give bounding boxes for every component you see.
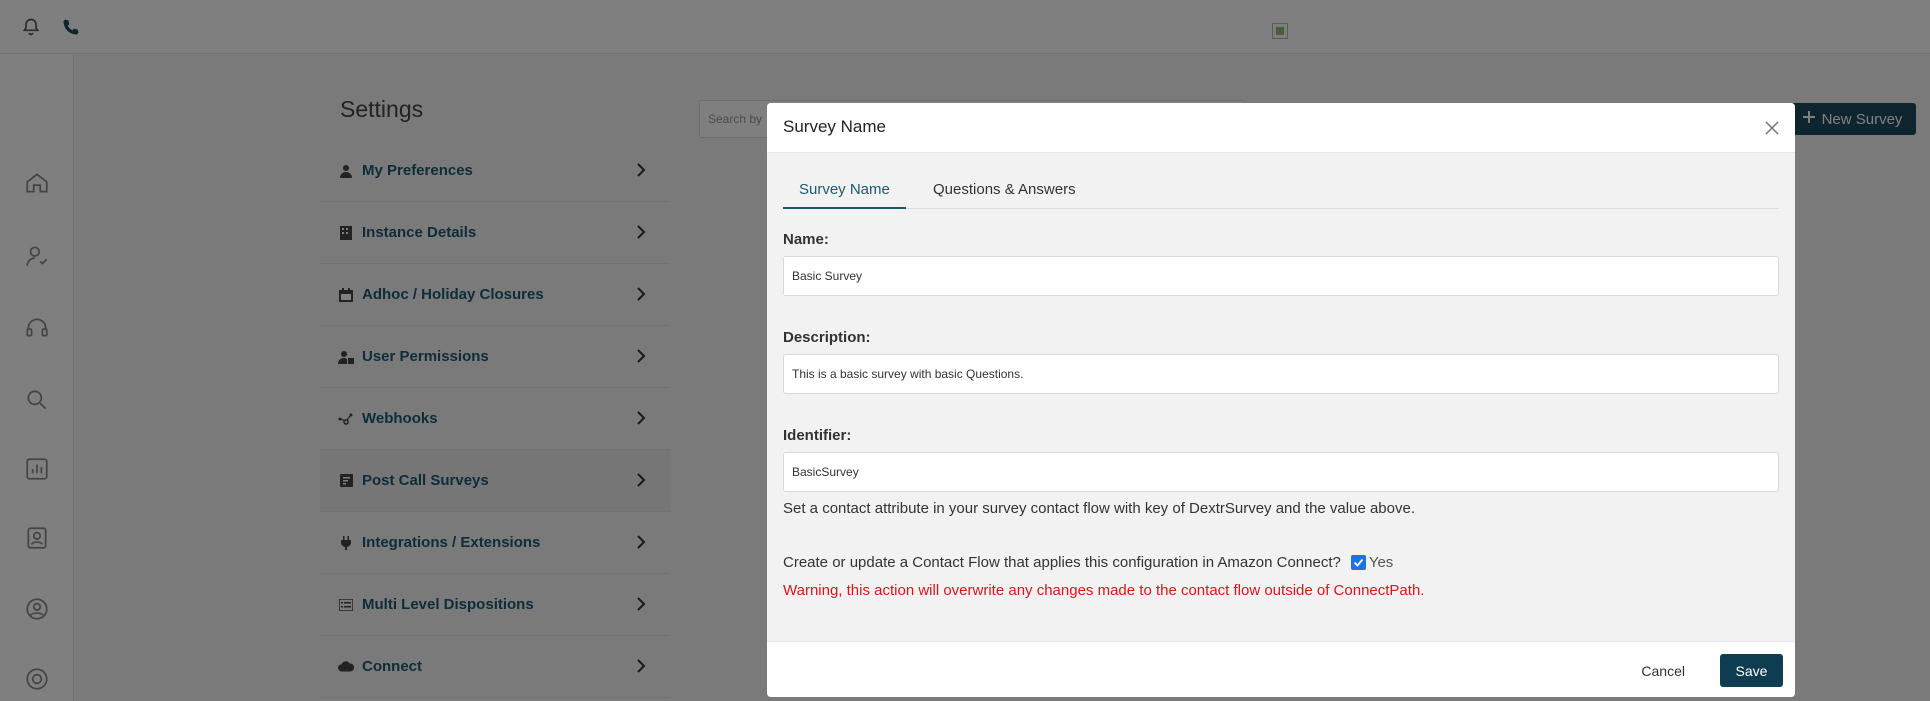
tab-survey-name[interactable]: Survey Name: [783, 173, 906, 209]
identifier-hint: Set a contact attribute in your survey contact flow with key of DextrSurvey and the value above.: [783, 500, 1415, 517]
modal-header: [767, 103, 1795, 153]
cancel-button[interactable]: Cancel: [1631, 656, 1695, 686]
contact-flow-yes-label[interactable]: Yes: [1368, 554, 1394, 571]
close-icon[interactable]: [1763, 119, 1781, 137]
contact-flow-row: [783, 554, 1393, 571]
checkmark-icon: [1353, 557, 1364, 568]
contact-flow-checkbox[interactable]: [1351, 555, 1366, 570]
modal-footer: [767, 641, 1795, 697]
name-label: Name:: [783, 231, 829, 248]
overwrite-warning: Warning, this action will overwrite any changes made to the contact flow outside of ConnectPath.: [783, 582, 1425, 599]
identifier-label: Identifier:: [783, 427, 852, 444]
modal-title: Survey Name: [783, 117, 886, 136]
description-label: Description:: [783, 329, 871, 346]
survey-modal: [767, 103, 1795, 697]
name-field[interactable]: [783, 256, 1779, 296]
save-button[interactable]: Save: [1720, 654, 1783, 687]
contact-flow-question: Create or update a Contact Flow that applies this configuration in Amazon Connect?: [783, 554, 1341, 571]
tab-questions-answers[interactable]: Questions & Answers: [933, 181, 1076, 198]
modal-tabs: [783, 173, 1779, 209]
identifier-field[interactable]: [783, 452, 1779, 492]
description-field[interactable]: [783, 354, 1779, 394]
